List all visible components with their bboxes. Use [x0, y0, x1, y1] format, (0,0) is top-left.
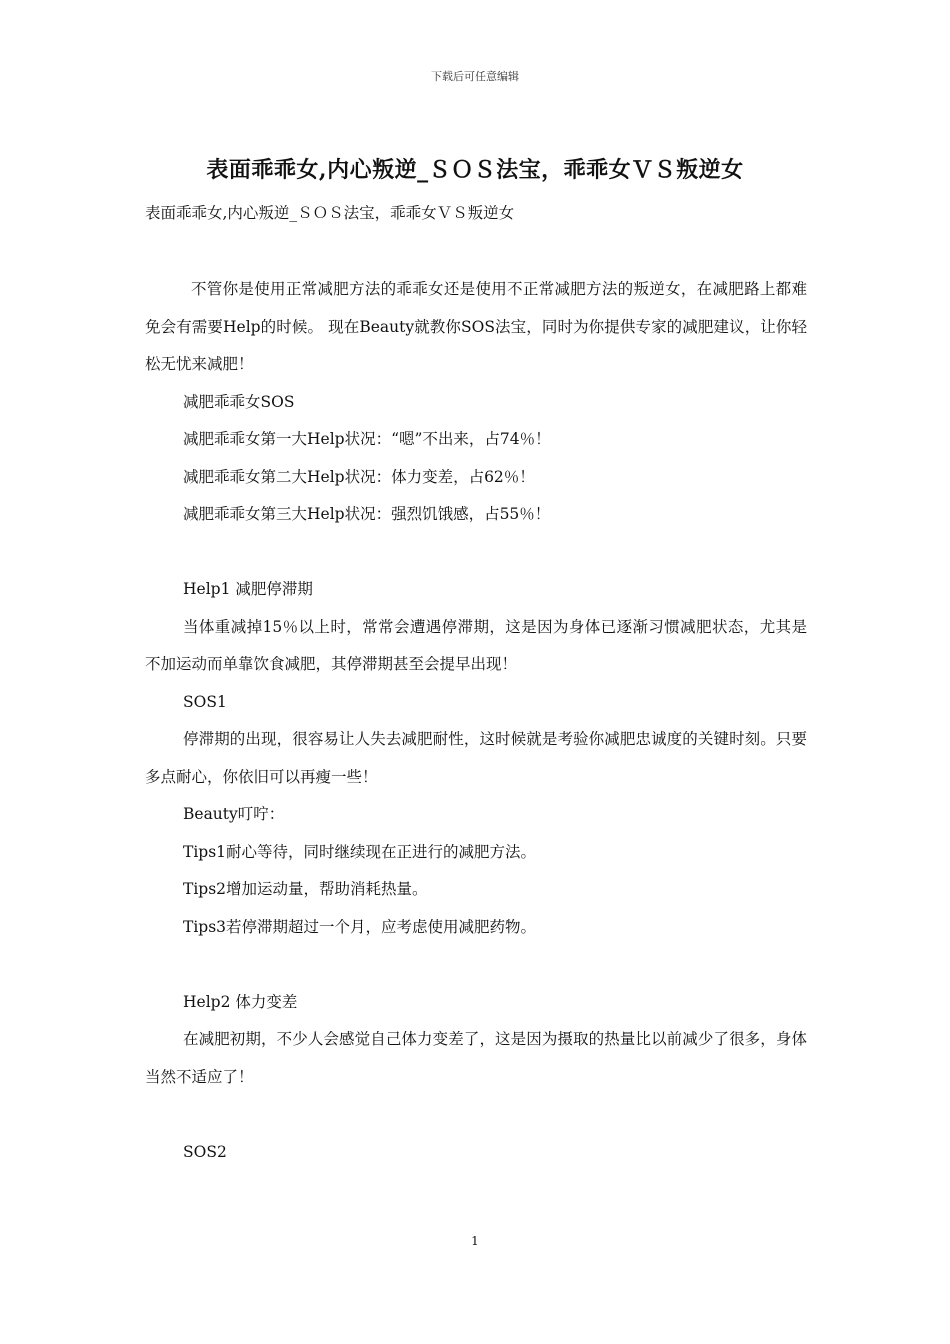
- page-number: 1: [471, 1234, 479, 1248]
- blank-line: [145, 946, 807, 984]
- document-subtitle: 表面乖乖女,内心叛逆_ＳＯＳ法宝，乖乖女ＶＳ叛逆女: [145, 204, 515, 222]
- sos-heading: 减肥乖乖女SOS: [183, 392, 295, 411]
- tips-2: Tips2增加运动量，帮助消耗热量。: [183, 880, 428, 898]
- help1-heading: Help1 减肥停滞期: [183, 580, 313, 598]
- document-title: 表面乖乖女,内心叛逆_ＳＯＳ法宝，乖乖女ＶＳ叛逆女: [206, 157, 744, 183]
- situation-3: 减肥乖乖女第三大Help状况：强烈饥饿感，占55％！: [183, 505, 551, 523]
- situation-2: 减肥乖乖女第二大Help状况：体力变差，占62％！: [183, 467, 535, 486]
- situation-1: 减肥乖乖女第一大Help状况：“嗯”不出来，占74％！: [183, 430, 551, 448]
- blank-line: [145, 534, 807, 572]
- tips-3: Tips3若停滞期超过一个月，应考虑使用减肥药物。: [183, 917, 537, 936]
- intro-paragraph: 不管你是使用正常减肥方法的乖乖女还是使用不正常减肥方法的叛逆女，在减肥路上都难免会有需要Help的时候。 现在Beauty就教你SOS法宝，同时为你提供专家的减肥建议，让你轻松无忧来减肥！: [145, 280, 807, 373]
- sos1-text: 停滞期的出现，很容易让人失去减肥耐性，这时候就是考验你减肥忠诚度的关键时刻。只要多点耐心，你依旧可以再瘦一些！: [145, 730, 807, 786]
- help2-heading: Help2 体力变差: [183, 992, 298, 1011]
- tips-1: Tips1耐心等待，同时继续现在正进行的减肥方法。: [183, 842, 537, 861]
- help2-text: 在减肥初期，不少人会感觉自己体力变差了，这是因为摄取的热量比以前减少了很多，身体当然不适应了！: [145, 1030, 807, 1086]
- header-note: 下载后可任意编辑: [431, 70, 519, 83]
- beauty-note: Beauty叮咛：: [183, 805, 285, 823]
- sos2-heading: SOS2: [183, 1142, 227, 1161]
- help1-text: 当体重减掉15％以上时，常常会遭遇停滞期，这是因为身体已逐渐习惯减肥状态，尤其是不加运动而单靠饮食减肥，其停滞期甚至会提早出现！: [145, 617, 807, 673]
- sos1-heading: SOS1: [183, 692, 227, 711]
- document-body: [145, 271, 807, 1171]
- blank-line: [145, 1096, 807, 1134]
